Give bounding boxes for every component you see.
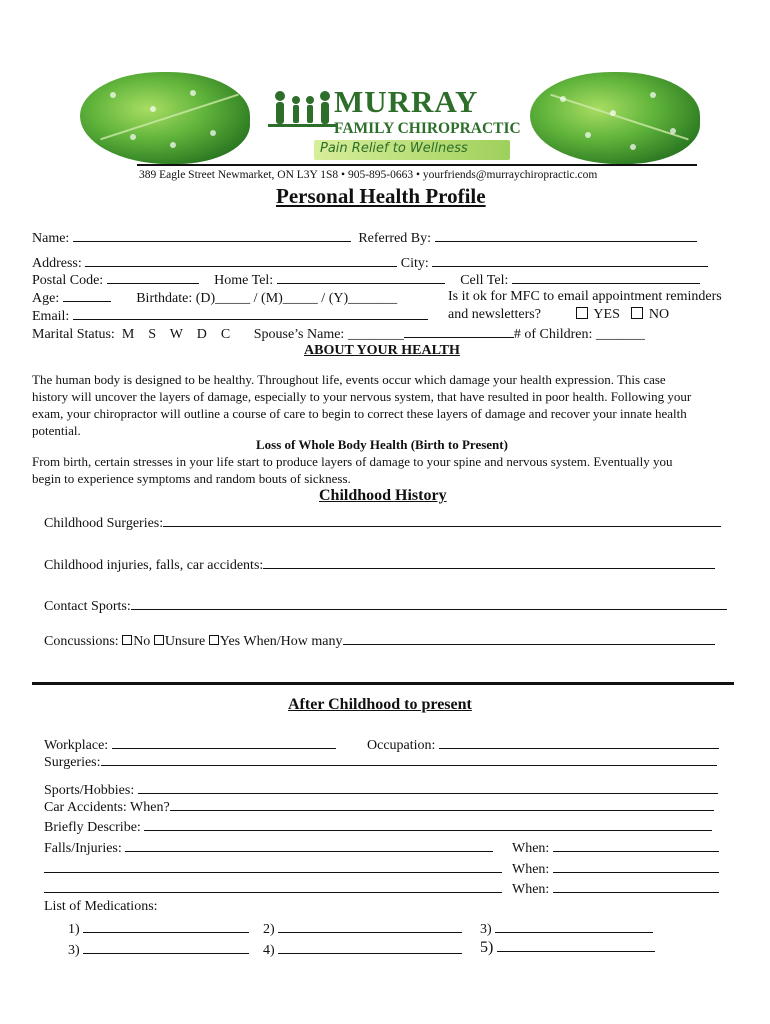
when-row-2 [512, 860, 719, 878]
loss-line: From birth, certain stresses in your life start to produce layers of damage to your spine and nervous system. Eventually you [32, 454, 673, 469]
contact-sports-field[interactable] [131, 597, 727, 610]
when-label: When: [512, 882, 550, 897]
children-label: # of Children: _______ [513, 327, 645, 342]
med-5-field[interactable] [497, 939, 655, 952]
childhood-injuries-label: Childhood injuries, falls, car accidents: [44, 558, 264, 573]
when-row-3 [512, 880, 719, 898]
med-5-label: 5) [480, 939, 494, 956]
concussion-unsure-checkbox[interactable] [154, 635, 164, 645]
when-label: When: [512, 862, 550, 877]
logo-main-text: MURRAY [334, 84, 479, 119]
car-accidents-label: Car Accidents: When? [44, 800, 170, 815]
workplace-field[interactable] [112, 736, 336, 749]
concussion-no-label: No [133, 634, 151, 649]
med-2-label: 2) [263, 922, 275, 937]
about-line: history will uncover the layers of damage, especially to your nervous system, that have resulted in poor health. Following your [32, 389, 692, 404]
address-row [32, 254, 708, 272]
falls-injuries-label: Falls/Injuries: [44, 841, 122, 856]
age-row [32, 289, 397, 307]
falls-row-2 [44, 860, 502, 878]
family-figures-icon [268, 88, 336, 140]
medications-row-1b [263, 920, 462, 938]
loss-paragraph [32, 453, 672, 487]
age-label: Age: [32, 291, 60, 306]
city-label: City: [400, 256, 429, 271]
when-row-1 [512, 839, 719, 857]
sports-hobbies-field[interactable] [138, 781, 718, 794]
logo-tagline-banner [314, 140, 510, 160]
falls-injuries-field-3[interactable] [44, 880, 502, 893]
postal-code-field[interactable] [107, 271, 199, 284]
when-field[interactable] [553, 880, 719, 893]
surgeries-row [44, 753, 717, 771]
referred-by-field[interactable] [435, 229, 697, 242]
after-childhood-heading: After Childhood to present [288, 696, 472, 713]
childhood-surgeries-label: Childhood Surgeries: [44, 516, 164, 531]
section-divider [32, 682, 734, 685]
med-3-field[interactable] [495, 920, 653, 933]
no-label: NO [648, 307, 670, 322]
about-line: exam, your chiropractor will outline a course of care to begin to correct these layers of damage and recover your innate health [32, 406, 687, 421]
loss-heading: Loss of Whole Body Health (Birth to Present) [256, 437, 508, 452]
medications-label: List of Medications: [44, 899, 158, 914]
medications-row-1c [480, 920, 653, 938]
address-line: 389 Eagle Street Newmarket, ON L3Y 1S8 • 905-895-0663 • yourfriends@murraychiropractic.com [139, 169, 598, 181]
yes-checkbox[interactable] [576, 307, 588, 319]
address-label: Address: [32, 256, 82, 271]
contact-sports-label: Contact Sports: [44, 599, 131, 614]
email-question-line-2: and newsletters? [448, 307, 541, 322]
car-accidents-row [44, 798, 714, 816]
childhood-injuries-field[interactable] [263, 556, 715, 569]
home-tel-label: Home Tel: [214, 273, 274, 288]
briefly-describe-label: Briefly Describe: [44, 820, 141, 835]
med-6-field[interactable] [83, 941, 249, 954]
logo-sub-text: FAMILY CHIROPRACTIC [334, 120, 521, 137]
concussion-count-field[interactable] [343, 632, 715, 645]
logo [268, 84, 521, 164]
concussions-row [44, 632, 715, 650]
header-rule [137, 164, 697, 166]
when-label: When: [512, 841, 550, 856]
childhood-surgeries-row [44, 514, 721, 532]
leaf-left-image [80, 72, 250, 164]
loss-line: begin to experience symptoms and random bouts of sickness. [32, 471, 351, 486]
childhood-heading: Childhood History [319, 487, 447, 504]
no-checkbox[interactable] [631, 307, 643, 319]
med-1-field[interactable] [83, 920, 249, 933]
briefly-describe-field[interactable] [144, 818, 712, 831]
occupation-label: Occupation: [367, 738, 436, 753]
email-question-line-1: Is it ok for MFC to email appointment reminders [448, 289, 722, 304]
falls-row-3 [44, 880, 502, 898]
childhood-injuries-row [44, 556, 715, 574]
spouse-name-label: Spouse’s Name: ________ [253, 327, 404, 342]
medications-row-2b [263, 941, 462, 959]
childhood-surgeries-field[interactable] [163, 514, 721, 527]
workplace-label: Workplace: [44, 738, 109, 753]
med-2-field[interactable] [278, 920, 462, 933]
describe-row [44, 818, 712, 836]
med-4-label: 4) [263, 943, 275, 958]
cell-tel-field[interactable] [512, 271, 700, 284]
falls-injuries-field-2[interactable] [44, 860, 502, 873]
email-consent-row [448, 307, 669, 323]
when-field[interactable] [553, 860, 719, 873]
about-line: The human body is designed to be healthy. Throughout life, events occur which damage your health expression. This case [32, 372, 666, 387]
email-label: Email: [32, 309, 70, 324]
concussion-unsure-label: Unsure [164, 634, 206, 649]
email-field[interactable] [73, 307, 428, 320]
occupation-row [367, 736, 719, 754]
name-field[interactable] [73, 229, 351, 242]
email-row [32, 307, 428, 325]
med-1-label: 1) [68, 922, 80, 937]
cell-tel-label: Cell Tel: [460, 273, 509, 288]
age-field[interactable] [63, 289, 111, 302]
yes-label: YES [593, 307, 620, 322]
concussion-no-checkbox[interactable] [122, 635, 132, 645]
sports-hobbies-row [44, 781, 718, 799]
page-title: Personal Health Profile [276, 184, 486, 208]
concussion-yes-label: Yes When/How many [219, 634, 343, 649]
workplace-row [44, 736, 336, 754]
med-3-label: 3) [480, 922, 492, 937]
name-label: Name: [32, 231, 70, 246]
occupation-field[interactable] [439, 736, 719, 749]
concussion-yes-checkbox[interactable] [209, 635, 219, 645]
address-field[interactable] [85, 254, 397, 267]
medications-row-2 [68, 941, 249, 959]
when-field[interactable] [553, 839, 719, 852]
falls-injuries-field[interactable] [125, 839, 493, 852]
postal-code-label: Postal Code: [32, 273, 104, 288]
city-field[interactable] [432, 254, 708, 267]
marital-row [32, 325, 645, 343]
falls-row [44, 839, 493, 857]
postal-row [32, 271, 700, 289]
birthdate-field[interactable]: Birthdate: (D)_____ / (M)_____ / (Y)_______ [136, 291, 398, 306]
about-line: potential. [32, 423, 81, 438]
med-4-field[interactable] [278, 941, 462, 954]
medications-row-1 [68, 920, 249, 938]
contact-sports-row [44, 597, 727, 615]
home-tel-field[interactable] [277, 271, 445, 284]
about-paragraph [32, 371, 691, 439]
spouse-name-field[interactable] [404, 325, 514, 338]
concussions-label: Concussions: [44, 634, 119, 649]
surgeries-label: Surgeries: [44, 755, 101, 770]
sports-hobbies-label: Sports/Hobbies: [44, 783, 135, 798]
leaf-right-image [530, 72, 700, 164]
about-heading: ABOUT YOUR HEALTH [304, 343, 460, 358]
medications-row-2c [480, 939, 655, 957]
surgeries-field[interactable] [101, 753, 717, 766]
referred-by-label: Referred By: [358, 231, 432, 246]
marital-status-options[interactable]: Marital Status: M S W D C [32, 327, 231, 342]
car-accidents-field[interactable] [170, 798, 714, 811]
logo-tagline: Pain Relief to Wellness [320, 141, 468, 156]
med-6-label: 3) [68, 943, 80, 958]
name-row [32, 229, 697, 247]
